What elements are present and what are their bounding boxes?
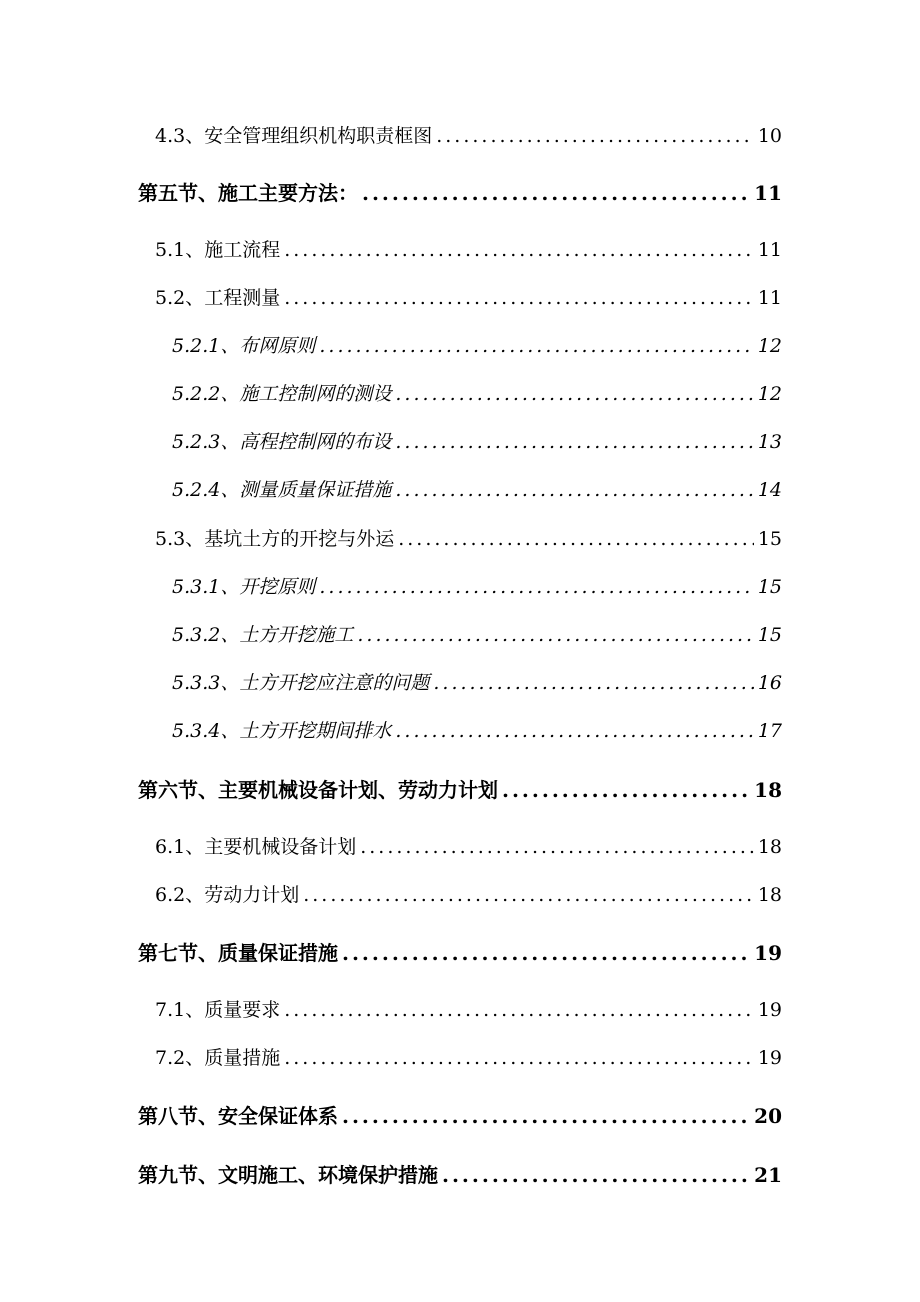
- toc-entry-page: 11: [757, 287, 782, 309]
- dot-leader: [395, 474, 753, 506]
- toc-entry-title: 5.2.3、高程控制网的布设: [172, 431, 392, 453]
- dot-leader: [303, 879, 754, 911]
- toc-entry-page: 10: [757, 125, 782, 147]
- dot-leader: [319, 571, 753, 603]
- toc-entry[interactable]: [155, 282, 782, 314]
- toc-entry-page: 12: [757, 335, 782, 357]
- dot-leader: [442, 1159, 750, 1191]
- toc-entry[interactable]: [138, 1100, 782, 1132]
- toc-entry-title: 6.2、劳动力计划: [155, 884, 300, 906]
- toc-entry-page: 11: [754, 181, 782, 205]
- toc-entry[interactable]: [172, 619, 782, 651]
- toc-entry-page: 20: [754, 1104, 782, 1128]
- toc-entry[interactable]: [172, 571, 782, 603]
- toc-entry[interactable]: [172, 667, 782, 699]
- dot-leader: [362, 177, 750, 209]
- toc-entry[interactable]: [172, 426, 782, 458]
- toc-entry-page: 12: [757, 383, 782, 405]
- toc-entry[interactable]: [155, 994, 782, 1026]
- toc-entry-page: 19: [754, 941, 782, 965]
- toc-entry-page: 19: [757, 1047, 782, 1069]
- dot-leader: [433, 667, 753, 699]
- toc-entry-page: 16: [757, 672, 782, 694]
- dot-leader: [436, 120, 754, 152]
- toc-entry[interactable]: [155, 120, 782, 152]
- toc-entry[interactable]: [155, 523, 782, 555]
- toc-entry-title: 7.1、质量要求: [155, 999, 281, 1021]
- toc-entry-title: 5.3.3、土方开挖应注意的问题: [172, 672, 430, 694]
- toc-entry[interactable]: [138, 937, 782, 969]
- toc-entry-page: 18: [754, 778, 782, 802]
- toc-entry-title: 7.2、质量措施: [155, 1047, 281, 1069]
- dot-leader: [342, 937, 750, 969]
- toc-entry-title: 5.3、基坑土方的开挖与外运: [155, 528, 395, 550]
- toc-entry-page: 15: [757, 576, 782, 598]
- toc-entry-title: 5.3.1、开挖原则: [172, 576, 316, 598]
- toc-entry-page: 11: [757, 239, 782, 261]
- toc-entry[interactable]: [138, 1159, 782, 1191]
- dot-leader: [342, 1100, 750, 1132]
- toc-entry-page: 21: [754, 1163, 782, 1187]
- toc-entry-title: 5.2.2、施工控制网的测设: [172, 383, 392, 405]
- toc-entry-page: 19: [757, 999, 782, 1021]
- toc-entry-page: 18: [757, 836, 782, 858]
- toc-entry-page: 17: [757, 720, 782, 742]
- dot-leader: [395, 378, 753, 410]
- dot-leader: [395, 426, 753, 458]
- toc-entry[interactable]: [155, 234, 782, 266]
- toc-entry[interactable]: [155, 1042, 782, 1074]
- toc-entry-title: 第九节、文明施工、环境保护措施: [138, 1163, 438, 1187]
- dot-leader: [357, 619, 753, 651]
- dot-leader: [360, 831, 754, 863]
- toc-entry[interactable]: [138, 177, 782, 209]
- toc-entry-title: 5.2.1、布网原则: [172, 335, 316, 357]
- toc-entry-title: 5.3.4、土方开挖期间排水: [172, 720, 392, 742]
- toc-entry-title: 第五节、施工主要方法：: [138, 181, 358, 205]
- toc-entry-title: 5.1、施工流程: [155, 239, 281, 261]
- toc-entry-page: 15: [757, 528, 782, 550]
- toc-entry[interactable]: [172, 474, 782, 506]
- toc-entry-page: 15: [757, 624, 782, 646]
- toc-entry-title: 5.2.4、测量质量保证措施: [172, 479, 392, 501]
- dot-leader: [284, 994, 754, 1026]
- toc-entry[interactable]: [138, 774, 782, 806]
- toc-entry-title: 4.3、安全管理组织机构职责框图: [155, 125, 433, 147]
- dot-leader: [284, 282, 754, 314]
- toc-entry-title: 5.3.2、土方开挖施工: [172, 624, 354, 646]
- toc-entry-page: 13: [757, 431, 782, 453]
- toc-entry-page: 18: [757, 884, 782, 906]
- dot-leader: [319, 330, 753, 362]
- toc-entry[interactable]: [172, 378, 782, 410]
- dot-leader: [398, 523, 754, 555]
- toc-entry[interactable]: [172, 715, 782, 747]
- toc-entry-title: 第七节、质量保证措施: [138, 941, 338, 965]
- toc-entry[interactable]: [155, 879, 782, 911]
- toc-entry-page: 14: [757, 479, 782, 501]
- dot-leader: [284, 234, 754, 266]
- dot-leader: [395, 715, 753, 747]
- toc-entry[interactable]: [155, 831, 782, 863]
- toc-entry-title: 6.1、主要机械设备计划: [155, 836, 357, 858]
- dot-leader: [284, 1042, 754, 1074]
- toc-entry-title: 第六节、主要机械设备计划、劳动力计划: [138, 778, 498, 802]
- toc-entry[interactable]: [172, 330, 782, 362]
- dot-leader: [502, 774, 750, 806]
- toc-entry-title: 5.2、工程测量: [155, 287, 281, 309]
- toc-entry-title: 第八节、安全保证体系: [138, 1104, 338, 1128]
